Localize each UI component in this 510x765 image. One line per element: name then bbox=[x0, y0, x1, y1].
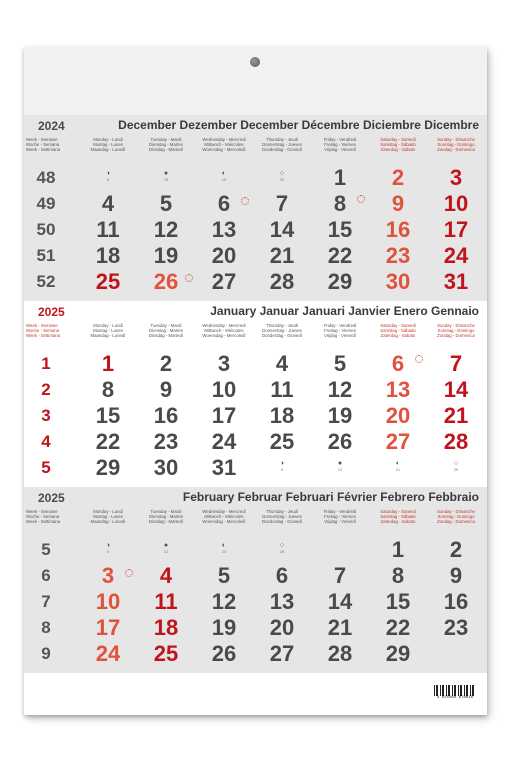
day-cell: 19 bbox=[211, 615, 237, 640]
week-number: 7 bbox=[41, 592, 51, 611]
day-cell: 25 bbox=[153, 641, 179, 666]
moon-phase-icon bbox=[369, 460, 427, 473]
day-cell: 29 bbox=[327, 269, 353, 294]
day-cell: 22 bbox=[95, 429, 121, 454]
day-cell: 17 bbox=[211, 403, 237, 428]
day-cell: 16 bbox=[443, 589, 469, 614]
moon-phase-date: 5 bbox=[106, 550, 110, 554]
day-cell: 17 bbox=[443, 217, 469, 242]
weekday-header bbox=[427, 323, 485, 339]
day-cell: 13 bbox=[385, 377, 411, 402]
weekday-header bbox=[369, 137, 427, 153]
moon-phase-icon bbox=[253, 542, 311, 555]
moon-phase-date: 13 bbox=[337, 468, 343, 472]
week-number: 2 bbox=[41, 380, 51, 399]
day-cell: 27 bbox=[269, 641, 295, 666]
week-header-line: Week - Semaine bbox=[26, 509, 58, 514]
weekday-header-line: Tuesday - Mardi bbox=[150, 137, 182, 142]
day-cell: 29 bbox=[385, 641, 411, 666]
month-block bbox=[24, 487, 487, 673]
weekday-header-line: Maandag - Lunedì bbox=[90, 519, 126, 525]
weekday-header-line: Sonntag - Domingo bbox=[437, 328, 475, 334]
day-cell: 28 bbox=[443, 429, 469, 454]
weekday-header-line: Monday - Lundi bbox=[93, 137, 123, 142]
block-year: 2025 bbox=[38, 491, 65, 505]
day-cell: 13 bbox=[211, 217, 237, 242]
day-cell: 4 bbox=[275, 351, 289, 376]
day-cell: 3 bbox=[217, 351, 231, 376]
holiday-marker-icon bbox=[125, 569, 133, 577]
barcode bbox=[432, 684, 478, 702]
day-cell: 5 bbox=[217, 563, 231, 588]
moon-phase-date: 20 bbox=[221, 550, 227, 554]
week-column-header bbox=[26, 323, 72, 339]
weekday-header bbox=[427, 509, 485, 525]
weekday-header bbox=[311, 509, 369, 525]
day-cell: 6 bbox=[275, 563, 289, 588]
week-column-header bbox=[26, 509, 72, 525]
weekday-header bbox=[427, 137, 485, 153]
moon-phase-icon bbox=[195, 170, 253, 183]
moon-phase-date: 29 bbox=[453, 468, 459, 472]
day-cell: 28 bbox=[327, 641, 353, 666]
weekday-header bbox=[195, 137, 253, 153]
weekday-header-line: Wednesday - Mercredi bbox=[202, 509, 246, 514]
day-cell: 5 bbox=[333, 351, 347, 376]
day-cell: 18 bbox=[269, 403, 295, 428]
day-cell: 30 bbox=[153, 455, 179, 480]
day-cell: 20 bbox=[385, 403, 411, 428]
weekday-header bbox=[253, 137, 311, 153]
moon-phase-date: 15 bbox=[163, 178, 169, 182]
barcode-bars bbox=[434, 685, 476, 696]
month-block bbox=[24, 115, 487, 301]
month-title: January Januar Januari Janvier Enero Gennaio bbox=[210, 304, 479, 318]
day-cell: 1 bbox=[391, 537, 405, 562]
month-title: December Dezember December Décembre Diciembre Dicembre bbox=[118, 118, 479, 132]
day-cell: 27 bbox=[385, 429, 411, 454]
weekday-header-line: Mittwoch - Miércoles bbox=[204, 328, 244, 334]
day-cell: 2 bbox=[391, 165, 405, 190]
day-cell: 4 bbox=[159, 563, 173, 588]
moon-phase-date: 12 bbox=[163, 550, 169, 554]
day-cell: 25 bbox=[95, 269, 121, 294]
day-cell: 22 bbox=[385, 615, 411, 640]
week-header-line: Week - Settimana bbox=[26, 147, 61, 153]
weekday-header bbox=[137, 323, 195, 339]
weekday-header-line: Donnerstag - Jueves bbox=[262, 142, 302, 148]
week-number: 5 bbox=[41, 540, 51, 559]
day-cell: 3 bbox=[449, 165, 463, 190]
day-cell: 14 bbox=[327, 589, 353, 614]
block-year: 2024 bbox=[38, 119, 65, 133]
weekday-header-line: Friday - Vendredi bbox=[323, 509, 357, 514]
day-cell: 20 bbox=[269, 615, 295, 640]
weekday-header-line: Saturday - Samedi bbox=[380, 509, 416, 514]
weekday-header-line: Zaterdag - Sabato bbox=[380, 147, 416, 153]
weekday-header-line: Zondag - Domenica bbox=[437, 519, 475, 525]
weekday-header-line: Wednesday - Mercredi bbox=[202, 323, 246, 328]
weekday-header-line: Dienstag - Martes bbox=[149, 514, 183, 520]
weekday-header-line: Monday - Lundi bbox=[93, 323, 123, 328]
day-cell: 21 bbox=[269, 243, 295, 268]
weekday-header-line: Donnerstag - Jueves bbox=[262, 514, 302, 520]
moon-symbol: ○ bbox=[279, 170, 285, 177]
week-number: 50 bbox=[36, 220, 56, 239]
weekday-header bbox=[137, 509, 195, 525]
day-cell: 16 bbox=[153, 403, 179, 428]
weekday-header-line: Woensdag - Mercoledì bbox=[202, 333, 246, 339]
day-cell: 8 bbox=[101, 377, 115, 402]
week-header-line: Week - Semaine bbox=[26, 323, 58, 328]
day-cell: 27 bbox=[211, 269, 237, 294]
day-cell: 18 bbox=[95, 243, 121, 268]
weekday-header-line: Mittwoch - Miércoles bbox=[204, 514, 244, 520]
weekday-header-line: Friday - Vendredi bbox=[323, 137, 357, 142]
moon-symbol: ○ bbox=[279, 542, 285, 549]
day-cell: 23 bbox=[153, 429, 179, 454]
weekday-header bbox=[253, 323, 311, 339]
week-number: 1 bbox=[41, 354, 51, 373]
weekday-header bbox=[369, 323, 427, 339]
moon-phase-date: 6 bbox=[280, 468, 284, 472]
day-cell: 5 bbox=[159, 191, 173, 216]
weekday-header-line: Donnerstag - Jueves bbox=[262, 328, 302, 334]
day-cell: 14 bbox=[269, 217, 295, 242]
day-cell: 2 bbox=[449, 537, 463, 562]
barcode-number: 4 025069 678016 bbox=[436, 696, 473, 700]
day-cell: 12 bbox=[153, 217, 179, 242]
day-cell: 30 bbox=[385, 269, 411, 294]
moon-phase-icon bbox=[195, 542, 253, 555]
moon-symbol: ◐ bbox=[221, 170, 227, 177]
day-cell: 1 bbox=[101, 351, 115, 376]
week-header-line: Woche - Semana bbox=[26, 514, 60, 520]
moon-symbol: ◑ bbox=[105, 542, 111, 549]
day-cell: 11 bbox=[96, 217, 120, 242]
weekday-header-line: Vrijdag - Venerdì bbox=[324, 333, 356, 339]
day-cell: 10 bbox=[211, 377, 237, 402]
week-number: 5 bbox=[41, 458, 51, 477]
week-number: 52 bbox=[36, 272, 56, 291]
weekday-header-line: Saturday - Samedi bbox=[380, 323, 416, 328]
weekday-header-line: Samstag - Sábado bbox=[380, 514, 416, 520]
weekday-header-line: Tuesday - Mardi bbox=[150, 323, 182, 328]
weekday-header bbox=[369, 509, 427, 525]
weekday-header-line: Donderdag - Giovedì bbox=[262, 147, 302, 153]
moon-phase-icon bbox=[79, 542, 137, 555]
weekday-header bbox=[79, 509, 137, 525]
day-cell: 7 bbox=[333, 563, 347, 588]
weekday-header-line: Sonntag - Domingo bbox=[437, 514, 475, 520]
day-cell: 9 bbox=[391, 191, 405, 216]
moon-symbol: ◑ bbox=[279, 460, 285, 467]
moon-symbol: ● bbox=[163, 170, 169, 177]
day-cell: 22 bbox=[327, 243, 353, 268]
weekday-header-line: Mittwoch - Miércoles bbox=[204, 142, 244, 148]
weekday-header-line: Donderdag - Giovedì bbox=[262, 333, 302, 339]
week-header-line: Woche - Semana bbox=[26, 328, 60, 334]
moon-phase-icon bbox=[137, 170, 195, 183]
moon-symbol: ◑ bbox=[105, 170, 111, 177]
day-cell: 26 bbox=[327, 429, 353, 454]
day-cell: 7 bbox=[275, 191, 289, 216]
day-cell: 14 bbox=[443, 377, 469, 402]
day-cell: 10 bbox=[95, 589, 121, 614]
week-number: 48 bbox=[36, 168, 56, 187]
moon-phase-date: 21 bbox=[395, 468, 401, 472]
week-number: 51 bbox=[36, 246, 56, 265]
weekday-header bbox=[311, 137, 369, 153]
weekday-header-line: Dinsdag - Martedì bbox=[148, 147, 184, 153]
holiday-marker-icon bbox=[241, 197, 249, 205]
holiday-marker-icon bbox=[357, 195, 365, 203]
weekday-header-line: Montag - Lunes bbox=[93, 514, 123, 520]
weekday-header bbox=[253, 509, 311, 525]
day-cell: 29 bbox=[95, 455, 121, 480]
day-cell: 31 bbox=[443, 269, 469, 294]
day-cell: 26 bbox=[211, 641, 237, 666]
weekday-header-line: Woensdag - Mercoledì bbox=[202, 147, 246, 153]
weekday-header-line: Zondag - Domenica bbox=[437, 147, 475, 153]
day-cell: 24 bbox=[443, 243, 469, 268]
day-cell: 16 bbox=[385, 217, 411, 242]
day-cell: 31 bbox=[211, 455, 237, 480]
day-cell: 2 bbox=[159, 351, 173, 376]
weekday-header-line: Freitag - Viernes bbox=[324, 514, 356, 520]
day-cell: 15 bbox=[95, 403, 121, 428]
weekday-header-line: Vrijdag - Venerdì bbox=[324, 519, 356, 525]
day-cell: 3 bbox=[101, 563, 115, 588]
day-cell: 12 bbox=[211, 589, 237, 614]
weekday-header-line: Thursday - Jeudi bbox=[265, 323, 298, 328]
moon-phase-icon bbox=[253, 460, 311, 473]
week-number: 4 bbox=[41, 432, 51, 451]
hanging-hole bbox=[250, 57, 260, 67]
week-header-line: Week - Settimana bbox=[26, 333, 61, 339]
holiday-marker-icon bbox=[185, 274, 193, 282]
weekday-header bbox=[311, 323, 369, 339]
moon-phase-icon bbox=[137, 542, 195, 555]
weekday-header-line: Monday - Lundi bbox=[93, 509, 123, 514]
weekday-header-line: Samstag - Sábado bbox=[380, 142, 416, 148]
moon-phase-icon bbox=[427, 460, 485, 473]
weekday-header-line: Dinsdag - Martedì bbox=[148, 519, 184, 525]
day-cell: 24 bbox=[211, 429, 237, 454]
day-cell: 12 bbox=[327, 377, 353, 402]
weekday-header-line: Dienstag - Martes bbox=[149, 142, 183, 148]
week-number: 49 bbox=[36, 194, 56, 213]
weekday-header-line: Wednesday - Mercredi bbox=[202, 137, 246, 142]
day-cell: 15 bbox=[327, 217, 353, 242]
day-cell: 6 bbox=[391, 351, 405, 376]
day-cell: 26 bbox=[153, 269, 179, 294]
weekday-header-line: Woensdag - Mercoledì bbox=[202, 519, 246, 525]
weekday-header bbox=[79, 137, 137, 153]
moon-symbol: ◐ bbox=[221, 542, 227, 549]
weekday-header-line: Vrijdag - Venerdì bbox=[324, 147, 356, 153]
calendar-header-strip bbox=[24, 47, 487, 115]
week-header-line: Week - Semaine bbox=[26, 137, 58, 142]
weekday-header-line: Sonntag - Domingo bbox=[437, 142, 475, 148]
weekday-header-line: Thursday - Jeudi bbox=[265, 137, 298, 142]
moon-phase-date: 28 bbox=[279, 550, 285, 554]
week-header-line: Woche - Semana bbox=[26, 142, 60, 148]
weekday-header-line: Donderdag - Giovedì bbox=[262, 519, 302, 525]
week-number: 8 bbox=[41, 618, 51, 637]
weekday-header-line: Maandag - Lunedì bbox=[90, 333, 126, 339]
week-column-header bbox=[26, 137, 72, 153]
day-cell: 19 bbox=[153, 243, 179, 268]
day-cell: 9 bbox=[449, 563, 463, 588]
day-cell: 21 bbox=[443, 403, 469, 428]
week-number: 9 bbox=[41, 644, 51, 663]
month-title: February Februar Februari Février Febrero Febbraio bbox=[182, 490, 479, 504]
day-cell: 10 bbox=[443, 191, 469, 216]
weekday-header bbox=[79, 323, 137, 339]
weekday-header-line: Montag - Lunes bbox=[93, 142, 123, 148]
weekday-header-line: Zaterdag - Sabato bbox=[380, 333, 416, 339]
day-cell: 9 bbox=[159, 377, 173, 402]
day-cell: 19 bbox=[327, 403, 353, 428]
weekday-header bbox=[137, 137, 195, 153]
day-cell: 7 bbox=[449, 351, 463, 376]
weekday-header-line: Dinsdag - Martedì bbox=[148, 333, 184, 339]
day-cell: 1 bbox=[333, 165, 347, 190]
weekday-header-line: Samstag - Sábado bbox=[380, 328, 416, 334]
day-cell: 23 bbox=[385, 243, 411, 268]
weekday-header-line: Zaterdag - Sabato bbox=[380, 519, 416, 525]
moon-phase-icon bbox=[79, 170, 137, 183]
moon-phase-icon bbox=[253, 170, 311, 183]
weekday-header-line: Freitag - Viernes bbox=[324, 142, 356, 148]
moon-phase-date: 8 bbox=[106, 178, 110, 182]
day-cell: 15 bbox=[385, 589, 411, 614]
weekday-header-line: Tuesday - Mardi bbox=[150, 509, 182, 514]
day-cell: 11 bbox=[154, 589, 178, 614]
day-cell: 28 bbox=[269, 269, 295, 294]
weekday-header-line: Dienstag - Martes bbox=[149, 328, 183, 334]
moon-phase-date: 15 bbox=[221, 178, 227, 182]
weekday-header-line: Sunday - Dimanche bbox=[437, 137, 475, 142]
day-cell: 23 bbox=[443, 615, 469, 640]
day-cell: 8 bbox=[333, 191, 347, 216]
day-cell: 4 bbox=[101, 191, 115, 216]
weekday-header-line: Thursday - Jeudi bbox=[265, 509, 298, 514]
calendar-sheet bbox=[24, 47, 487, 715]
moon-phase-date: 22 bbox=[279, 178, 285, 182]
day-cell: 17 bbox=[95, 615, 121, 640]
weekday-header-line: Sunday - Dimanche bbox=[437, 323, 475, 328]
weekday-header-line: Zondag - Domenica bbox=[437, 333, 475, 339]
holiday-marker-icon bbox=[415, 355, 423, 363]
day-cell: 24 bbox=[95, 641, 121, 666]
moon-symbol: ◐ bbox=[395, 460, 401, 467]
weekday-header-line: Montag - Lunes bbox=[93, 328, 123, 334]
week-header-line: Week - Settimana bbox=[26, 519, 61, 525]
weekday-header bbox=[195, 509, 253, 525]
day-cell: 18 bbox=[153, 615, 179, 640]
moon-phase-icon bbox=[311, 460, 369, 473]
weekday-header-line: Maandag - Lunedì bbox=[90, 147, 126, 153]
weekday-header-line: Saturday - Samedi bbox=[380, 137, 416, 142]
weekday-header-line: Sunday - Dimanche bbox=[437, 509, 475, 514]
day-cell: 20 bbox=[211, 243, 237, 268]
day-cell: 25 bbox=[269, 429, 295, 454]
block-year: 2025 bbox=[38, 305, 65, 319]
day-cell: 21 bbox=[327, 615, 353, 640]
day-cell: 11 bbox=[270, 377, 294, 402]
moon-symbol: ● bbox=[337, 460, 343, 467]
day-cell: 6 bbox=[217, 191, 231, 216]
week-number: 6 bbox=[41, 566, 51, 585]
week-number: 3 bbox=[41, 406, 51, 425]
moon-symbol: ● bbox=[163, 542, 169, 549]
moon-symbol: ○ bbox=[453, 460, 459, 467]
weekday-header-line: Friday - Vendredi bbox=[323, 323, 357, 328]
day-cell: 8 bbox=[391, 563, 405, 588]
day-cell: 13 bbox=[269, 589, 295, 614]
weekday-header-line: Freitag - Viernes bbox=[324, 328, 356, 334]
month-block bbox=[24, 301, 487, 487]
weekday-header bbox=[195, 323, 253, 339]
